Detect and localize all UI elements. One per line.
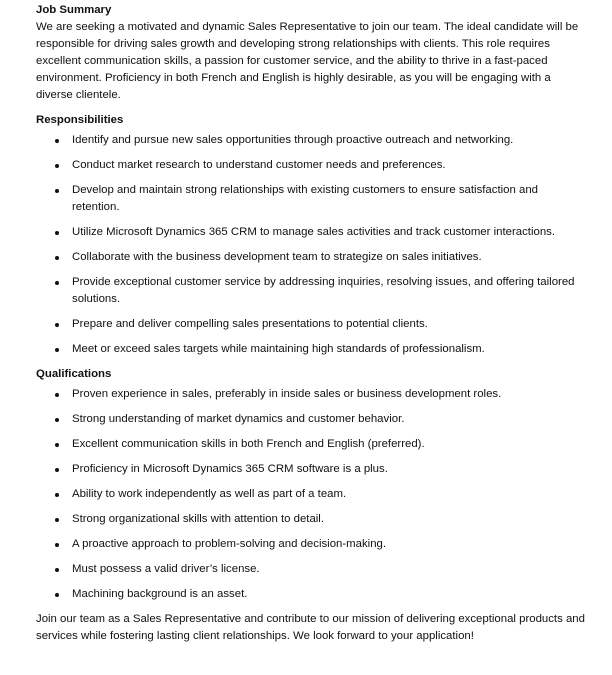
list-item-text: Strong understanding of market dynamics and customer behavior. — [72, 413, 405, 425]
list-item — [36, 274, 586, 308]
bullet-icon — [55, 281, 59, 285]
list-item — [36, 561, 586, 578]
list-item-text: Conduct market research to understand customer needs and preferences. — [72, 159, 446, 171]
list-item — [36, 586, 586, 603]
list-item — [36, 536, 586, 553]
bullet-icon — [55, 593, 59, 597]
bullet-icon — [55, 418, 59, 422]
list-item-text: Utilize Microsoft Dynamics 365 CRM to manage sales activities and track customer interactions. — [72, 226, 556, 238]
list-item — [36, 132, 586, 149]
bullet-icon — [55, 231, 59, 235]
bullet-icon — [55, 543, 59, 547]
list-item — [36, 157, 586, 174]
bullet-icon — [55, 189, 59, 193]
bullet-icon — [55, 493, 59, 497]
list-item-text: Machining background is an asset. — [72, 588, 248, 600]
responsibilities-heading: Responsibilities — [36, 114, 124, 126]
list-item-text: Ability to work independently as well as part of a team. — [72, 488, 347, 500]
bullet-icon — [55, 468, 59, 472]
list-item — [36, 461, 586, 478]
list-item-text: Proven experience in sales, preferably in inside sales or business development roles. — [72, 388, 502, 400]
bullet-icon — [55, 518, 59, 522]
list-item-text: A proactive approach to problem-solving and decision-making. — [72, 538, 387, 550]
list-item-text: Strong organizational skills with attention to detail. — [72, 513, 325, 525]
list-item — [36, 341, 586, 358]
list-item — [36, 224, 586, 241]
bullet-icon — [55, 323, 59, 327]
list-item-text: Proficiency in Microsoft Dynamics 365 CRM software is a plus. — [72, 463, 388, 475]
list-item — [36, 249, 586, 266]
bullet-icon — [55, 568, 59, 572]
list-item-text: Identify and pursue new sales opportunities through proactive outreach and networking. — [72, 134, 514, 146]
list-item-text: Collaborate with the business development team to strategize on sales initiatives. — [72, 251, 482, 263]
list-item — [36, 436, 586, 453]
list-item — [36, 182, 586, 216]
bullet-icon — [55, 393, 59, 397]
bullet-icon — [55, 256, 59, 260]
qualifications-list — [36, 386, 586, 603]
list-item-text: Excellent communication skills in both French and English (preferred). — [72, 438, 425, 450]
bullet-icon — [55, 443, 59, 447]
list-item-text: Develop and maintain strong relationships with existing customers to ensure satisfaction and retention. — [72, 184, 538, 213]
responsibilities-list — [36, 132, 586, 358]
list-item — [36, 511, 586, 528]
list-item — [36, 486, 586, 503]
bullet-icon — [55, 164, 59, 168]
list-item-text: Prepare and deliver compelling sales presentations to potential clients. — [72, 318, 428, 330]
bullet-icon — [55, 139, 59, 143]
list-item-text: Must possess a valid driver’s license. — [72, 563, 260, 575]
list-item — [36, 386, 586, 403]
list-item-text: Meet or exceed sales targets while maintaining high standards of professionalism. — [72, 343, 485, 355]
job-summary-heading: Job Summary — [36, 4, 112, 16]
list-item — [36, 316, 586, 333]
list-item — [36, 411, 586, 428]
job-summary-text: We are seeking a motivated and dynamic Sales Representative to join our team. The ideal candidate will be responsible for driving sales growth and developing strong relationships with clients. This role requires excellent communication skills, a passion for customer service, and the ability to thrive in a fast-paced environment. Proficiency in both French and English is highly desirable, as you will be engaging with a diverse clientele. — [36, 21, 579, 101]
list-item-text: Provide exceptional customer service by addressing inquiries, resolving issues, and offering tailored solutions. — [72, 276, 575, 305]
closing-paragraph: Join our team as a Sales Representative and contribute to our mission of delivering exceptional products and services while fostering lasting client relationships. We look forward to your application! — [36, 613, 585, 642]
bullet-icon — [55, 348, 59, 352]
qualifications-heading: Qualifications — [36, 368, 112, 380]
